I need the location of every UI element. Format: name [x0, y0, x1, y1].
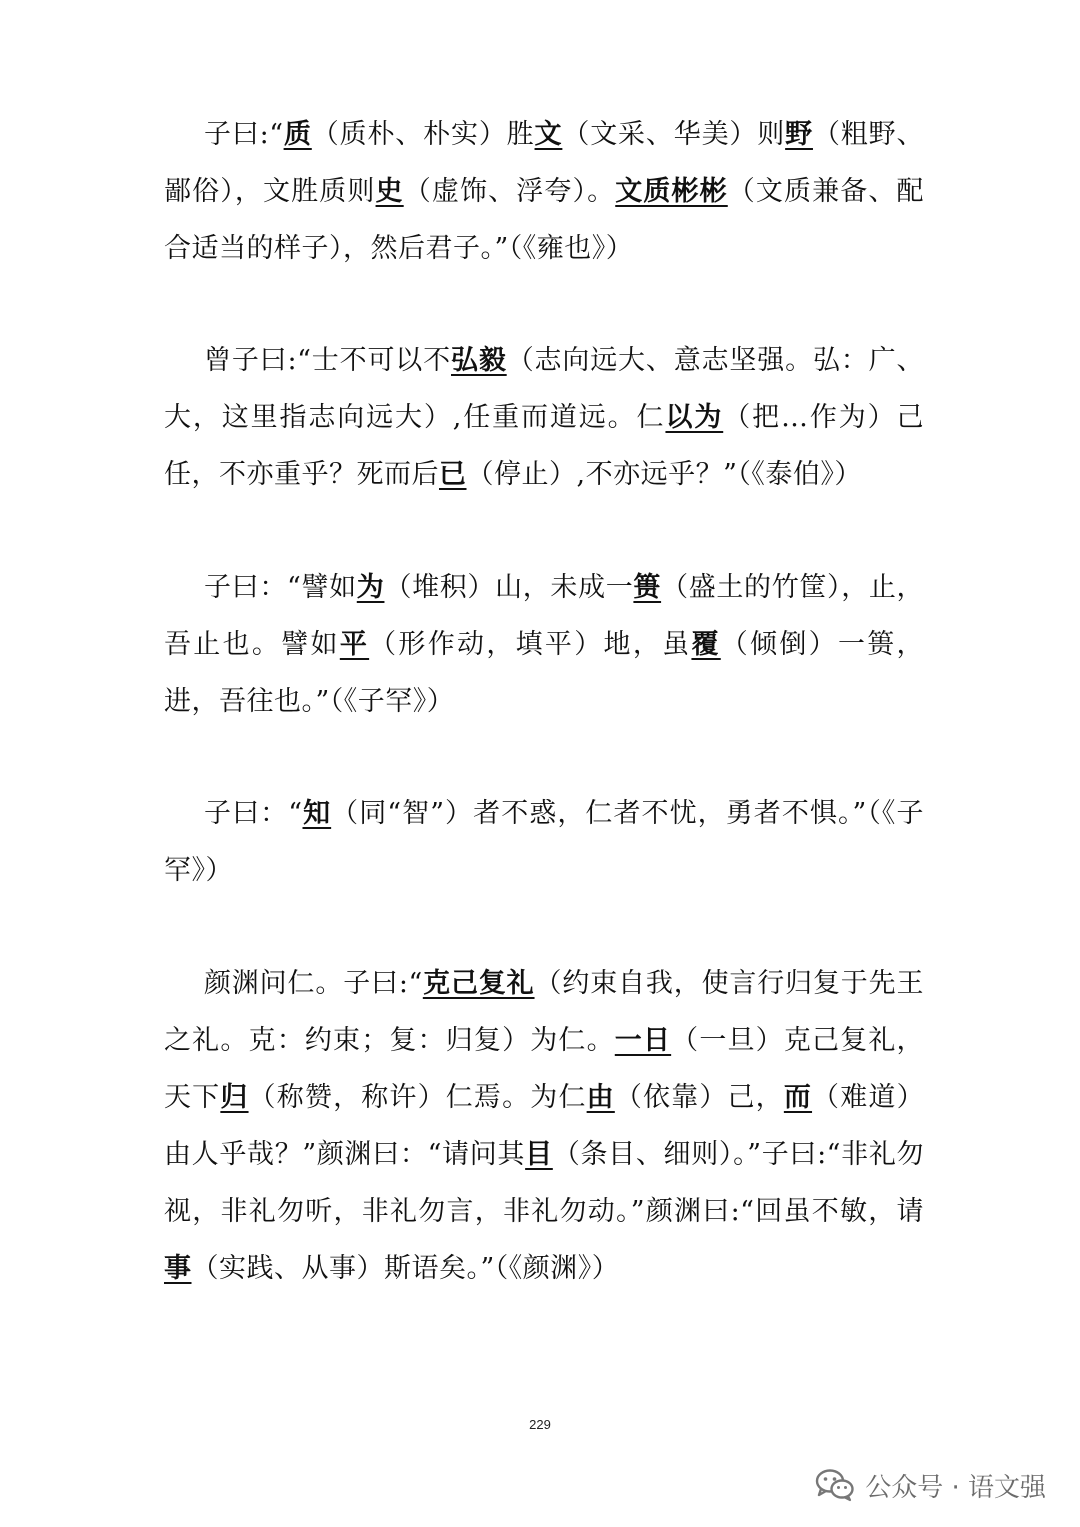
keyword: 已 — [439, 459, 467, 490]
passage-3 — [164, 559, 924, 730]
text-segment: （把…作为）己任，不亦重乎？死而后 — [164, 402, 925, 490]
text-segment: （一旦）克己复礼，天下 — [164, 1025, 925, 1113]
text-segment: （质朴、朴实）胜 — [311, 119, 535, 150]
keyword: 野 — [785, 119, 813, 150]
keyword: 由 — [586, 1082, 615, 1113]
keyword: 史 — [375, 176, 404, 207]
keyword: 知 — [302, 798, 332, 829]
watermark-text: 公众号 · 语文强 — [865, 1472, 1046, 1503]
watermark — [815, 1455, 1046, 1515]
keyword: 覆 — [691, 629, 721, 660]
keyword: 克己复礼 — [422, 968, 535, 999]
text-segment: （虚饰、浮夸）。 — [403, 176, 616, 207]
text-segment: 子曰:“ — [204, 119, 284, 150]
passage-2 — [164, 332, 924, 503]
text-segment: （堆积）山，未成一 — [384, 572, 634, 603]
keyword: 一日 — [614, 1025, 672, 1056]
text-segment: （停止）,不亦远乎？”（《泰伯》） — [466, 459, 862, 490]
text-segment: 颜渊问仁。子曰:“ — [204, 968, 423, 999]
keyword: 归 — [220, 1082, 249, 1113]
text-segment: （称赞，称许）仁焉。为仁 — [248, 1082, 587, 1113]
text-segment: 子曰：“ — [204, 798, 303, 829]
passage-4 — [164, 785, 924, 899]
text-segment: （约束自我，使言行归复于先王之礼。克：约束；复：归复）为仁。 — [164, 968, 924, 1056]
text-segment: （同“智”）者不惑，仁者不忧，勇者不惧。”（《子罕》） — [164, 798, 924, 886]
keyword: 弘毅 — [451, 345, 507, 376]
wechat-icon — [815, 1468, 855, 1502]
keyword: 为 — [356, 572, 385, 603]
text-segment: （难道）由人乎哉？”颜渊曰：“请问其 — [164, 1082, 925, 1170]
keyword: 篑 — [633, 572, 662, 603]
text-segment: （志向远大、意志坚强。弘：广、大，这里指志向远大）,任重而道远。仁 — [164, 345, 924, 433]
keyword: 而 — [783, 1082, 813, 1113]
text-segment: （粗野、鄙俗），文胜质则 — [164, 119, 924, 207]
keyword: 目 — [525, 1139, 553, 1170]
text-segment: （文质兼备、配合适当的样子），然后君子。”（《雍也》） — [164, 176, 925, 264]
text-segment: （实践、从事）斯语矣。”（《颜渊》） — [191, 1253, 620, 1284]
keyword: 文 — [534, 119, 563, 150]
text-segment: 曾子曰:“士不可以不 — [204, 345, 451, 376]
passage-5 — [164, 955, 924, 1297]
text-segment: （倾倒）一篑，进，吾往也。”（《子罕》） — [164, 629, 925, 717]
page-number: 229 — [529, 1417, 551, 1432]
text-segment: （文采、华美）则 — [562, 119, 786, 150]
text-segment: （盛土的竹筐），止，吾止也。譬如 — [164, 572, 925, 660]
keyword: 平 — [339, 629, 370, 660]
text-segment: （形作动，填平）地，虽 — [369, 629, 692, 660]
keyword: 以为 — [665, 402, 724, 433]
keyword: 文质彬彬 — [615, 176, 728, 207]
passage-1 — [164, 106, 924, 277]
keyword: 事 — [164, 1253, 192, 1284]
text-segment: （条目、细则）。”子曰:“非礼勿视，非礼勿听，非礼勿言，非礼勿动。”颜渊曰:“回虽不敏，请 — [164, 1139, 925, 1227]
keyword: 质 — [283, 119, 312, 150]
text-segment: 子曰：“譬如 — [204, 572, 357, 603]
text-segment: （依靠）己， — [614, 1082, 784, 1113]
